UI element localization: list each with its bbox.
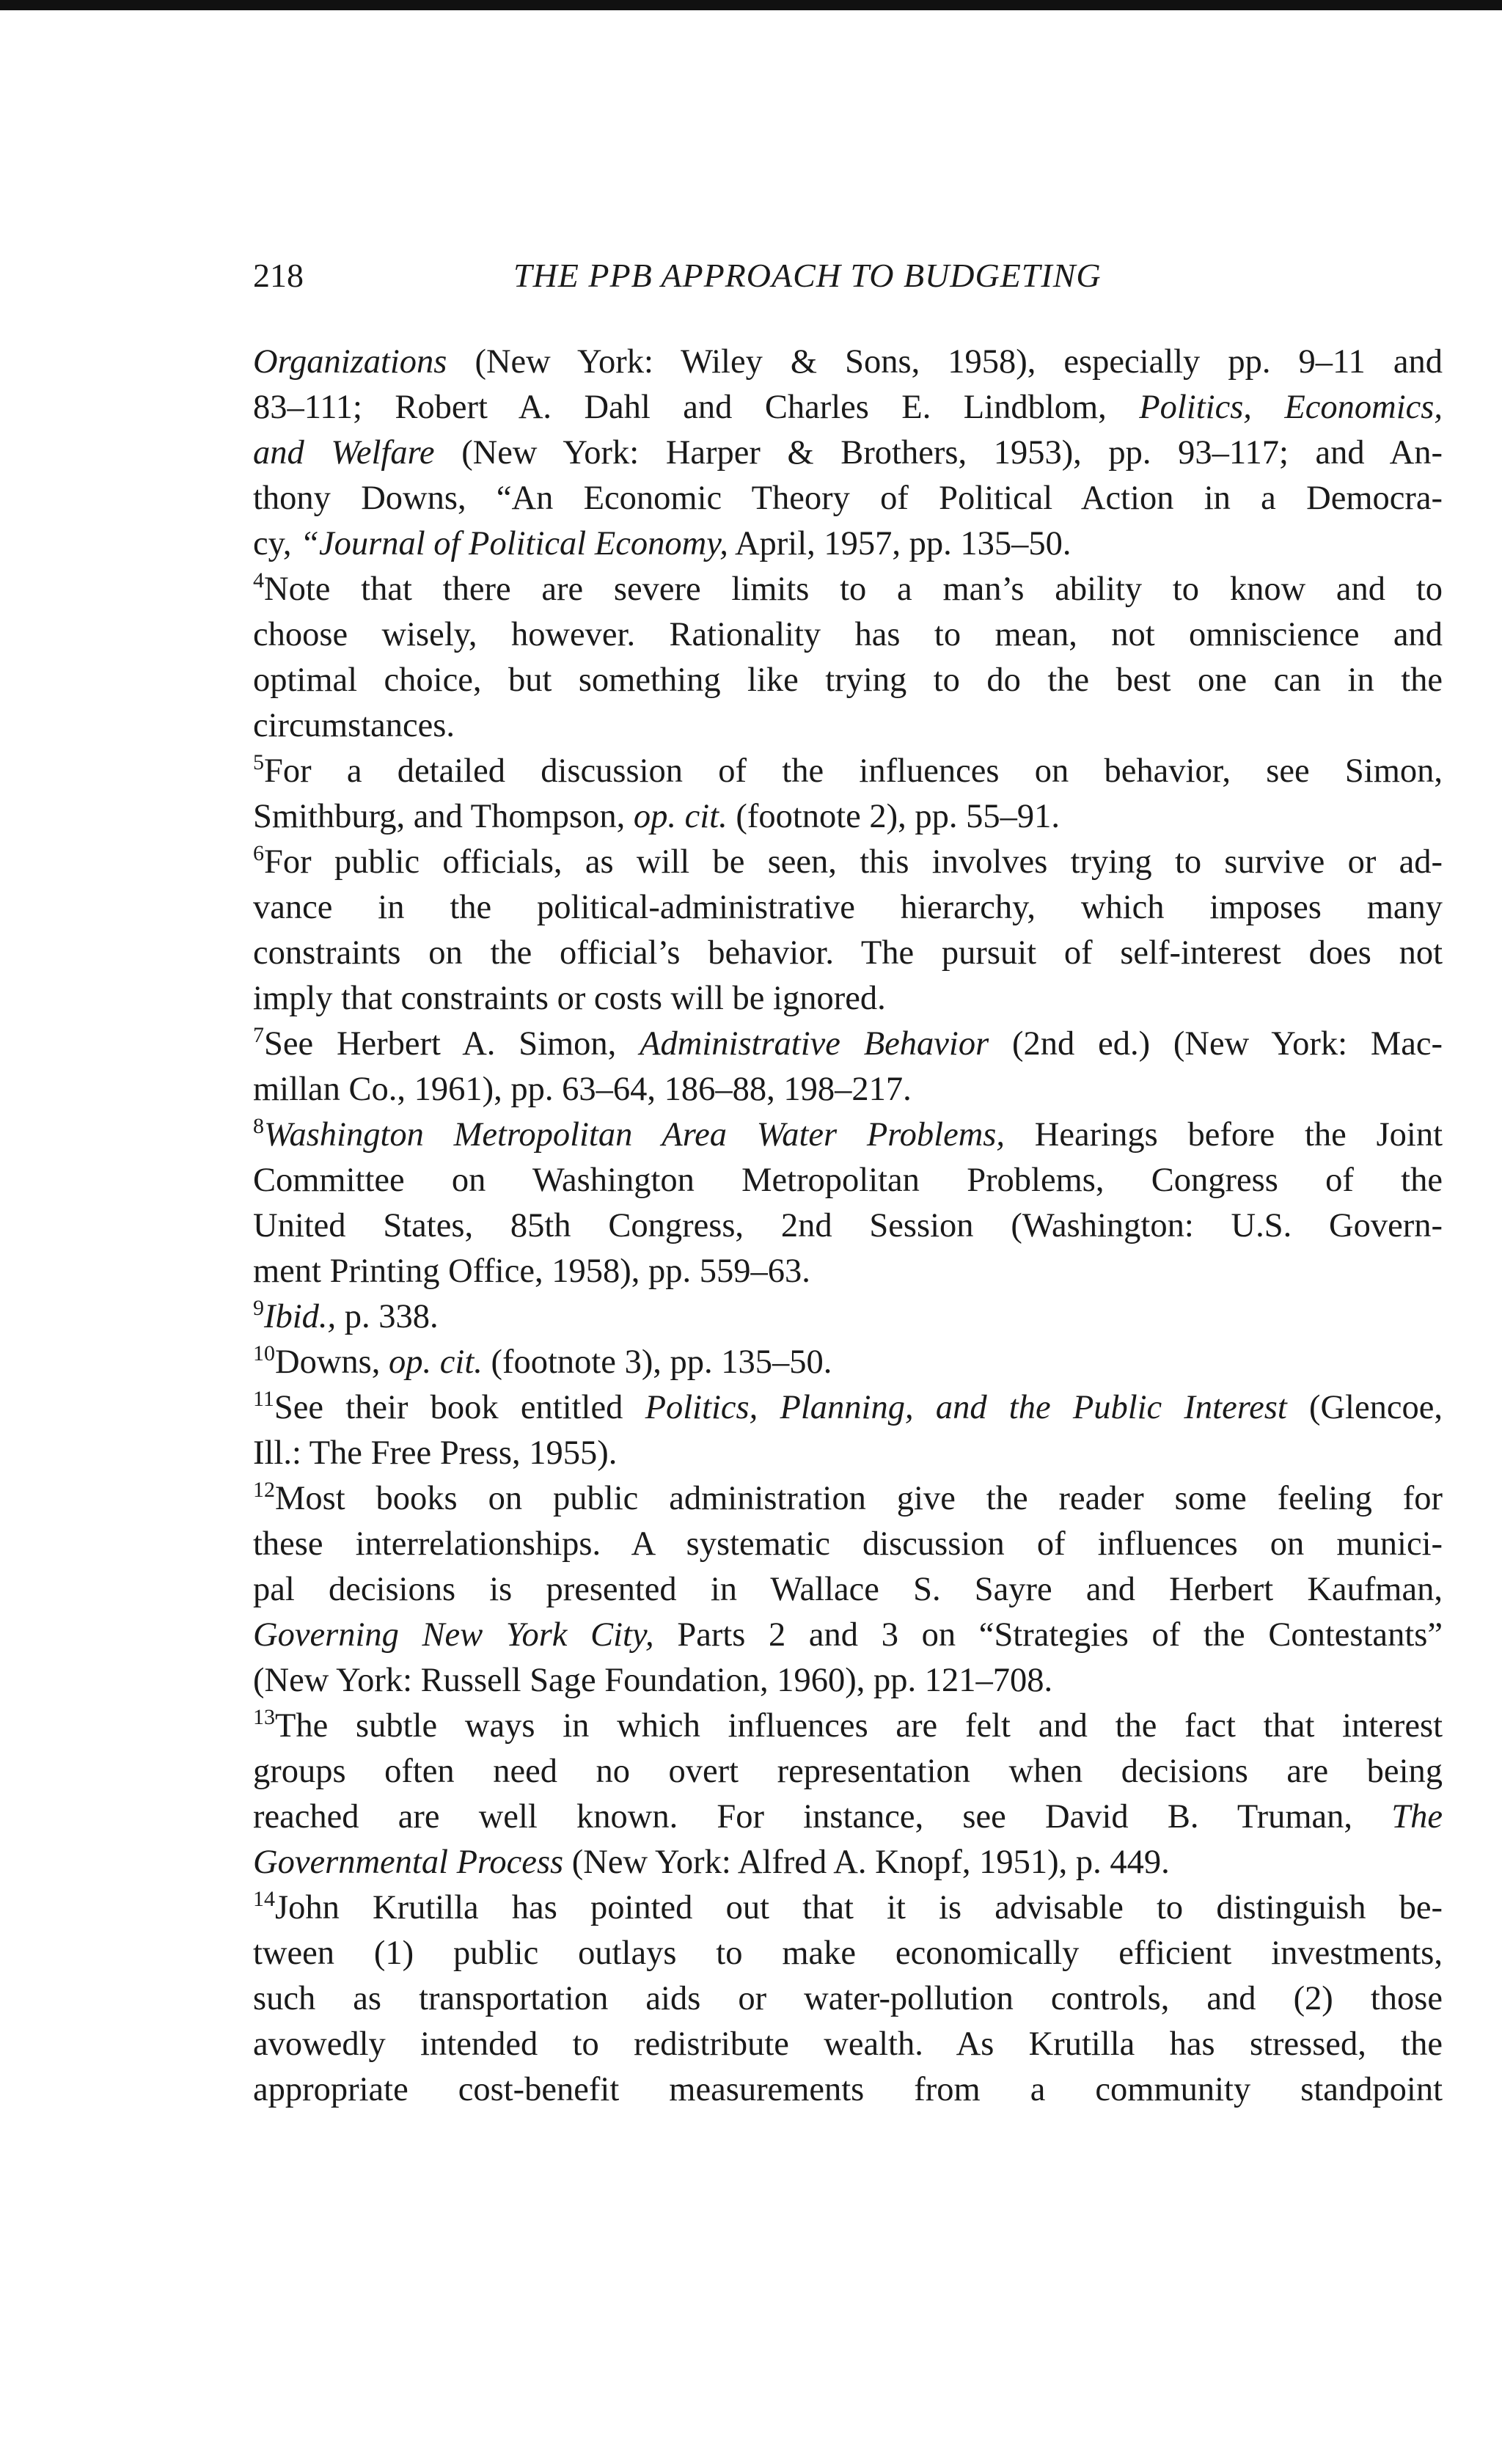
note-text: (New York: Wiley & Sons, 1958), especially pp. 9–11 and xyxy=(447,343,1443,381)
abbreviation: Ibid., xyxy=(264,1298,337,1335)
footnote-number: 6 xyxy=(253,841,264,865)
book-title: Administrative Behavior xyxy=(640,1025,989,1063)
note-line xyxy=(253,1794,1443,1840)
note-text: Note that there are severe limits to a man’s ability to know and to xyxy=(264,571,1443,608)
note-text: (New York: Harper & Brothers, 1953), pp. 93–117; and An- xyxy=(434,434,1443,472)
note-line xyxy=(253,1613,1443,1658)
note-line xyxy=(253,1158,1443,1203)
note-text: pal decisions is presented in Wallace S. Sayre and Herbert Kaufman, xyxy=(253,1571,1443,1608)
note-line xyxy=(253,1885,1443,1931)
note-text: See Herbert A. Simon, xyxy=(264,1025,640,1063)
note-text: such as transportation aids or water-pollution controls, and (2) those xyxy=(253,1980,1443,2017)
footnote-7 xyxy=(253,1022,1443,1112)
note-line xyxy=(253,885,1443,931)
note-line xyxy=(253,567,1443,612)
note-line xyxy=(253,2067,1443,2113)
footnote-10 xyxy=(253,1340,1443,1385)
note-line xyxy=(253,1249,1443,1294)
note-line xyxy=(253,430,1443,476)
book-title: Politics, Economics, xyxy=(1139,389,1443,426)
page-number: 218 xyxy=(253,257,304,294)
footnote-number: 5 xyxy=(253,750,264,774)
footnote-number: 7 xyxy=(253,1023,264,1047)
note-text: choose wisely, however. Rationality has to mean, not omniscience and xyxy=(253,616,1443,653)
note-text: these interrelationships. A systematic discussion of influences on munici- xyxy=(253,1525,1443,1563)
note-text: Smithburg, and Thompson, xyxy=(253,798,634,835)
note-line xyxy=(253,931,1443,976)
note-line xyxy=(253,476,1443,521)
footnote-14 xyxy=(253,1885,1443,2113)
note-text: The subtle ways in which influences are felt and the fact that interest xyxy=(275,1707,1443,1745)
book-title: and Welfare xyxy=(253,434,435,472)
note-text: Parts 2 and 3 on “Strategies of the Contestants” xyxy=(653,1616,1443,1654)
book-title: Governmental Process xyxy=(253,1844,564,1881)
note-text: (footnote 2), pp. 55–91. xyxy=(727,798,1060,835)
note-line xyxy=(253,1658,1443,1704)
note-text: Most books on public administration give the reader some feeling for xyxy=(275,1480,1443,1517)
note-text: reached are well known. For instance, see David B. Truman, xyxy=(253,1798,1392,1836)
note-line xyxy=(253,1567,1443,1613)
footnote-4 xyxy=(253,567,1443,749)
note-line xyxy=(253,1749,1443,1794)
footnote-3-continued xyxy=(253,340,1443,567)
note-text: cy, xyxy=(253,525,301,562)
note-text: circumstances. xyxy=(253,707,455,744)
note-text: (Glencoe, xyxy=(1286,1389,1443,1426)
note-text: groups often need no overt representation when decisions are being xyxy=(253,1753,1443,1790)
note-line xyxy=(253,794,1443,840)
running-title: THE PPB APPROACH TO BUDGETING xyxy=(513,257,1102,294)
footnote-9 xyxy=(253,1294,1443,1340)
note-line xyxy=(253,1385,1443,1431)
note-text: For a detailed discussion of the influences on behavior, see Simon, xyxy=(264,752,1443,790)
note-line xyxy=(253,2022,1443,2067)
journal-title: “Journal of Political Economy, xyxy=(300,525,728,562)
note-line xyxy=(253,749,1443,794)
note-text: vance in the political-administrative hierarchy, which imposes many xyxy=(253,889,1443,926)
note-text: optimal choice, but something like trying to do the best one can in the xyxy=(253,661,1443,699)
note-line xyxy=(253,840,1443,885)
running-head xyxy=(253,254,1206,298)
note-line xyxy=(253,1704,1443,1749)
note-text: (footnote 3), pp. 135–50. xyxy=(482,1343,832,1381)
footnotes xyxy=(253,340,1443,2113)
note-line xyxy=(253,703,1443,749)
note-text: appropriate cost-benefit measurements from a community standpoint xyxy=(253,2071,1443,2108)
note-line xyxy=(253,1112,1443,1158)
book-title: Organizations xyxy=(253,343,447,381)
note-line xyxy=(253,385,1443,430)
note-text: See their book entitled xyxy=(274,1389,645,1426)
footnote-number: 4 xyxy=(253,568,264,593)
note-line xyxy=(253,1476,1443,1522)
note-text: ment Printing Office, 1958), pp. 559–63. xyxy=(253,1253,810,1290)
note-line xyxy=(253,1931,1443,1976)
note-text: (New York: Russell Sage Foundation, 1960), pp. 121–708. xyxy=(253,1662,1053,1699)
note-line xyxy=(253,521,1443,567)
note-line xyxy=(253,1022,1443,1067)
note-text: imply that constraints or costs will be ignored. xyxy=(253,980,886,1017)
note-text: constraints on the official’s behavior. The pursuit of self-interest does not xyxy=(253,934,1443,972)
note-text: thony Downs, “An Economic Theory of Political Action in a Democra- xyxy=(253,480,1443,517)
footnote-13 xyxy=(253,1704,1443,1885)
note-text: Hearings before the Joint xyxy=(1005,1116,1443,1154)
note-text: For public officials, as will be seen, this involves trying to survive or ad- xyxy=(264,843,1443,881)
footnote-number: 10 xyxy=(253,1341,275,1365)
footnote-number: 8 xyxy=(253,1114,264,1138)
note-line xyxy=(253,976,1443,1022)
note-text: (New York: Alfred A. Knopf, 1951), p. 449. xyxy=(563,1844,1170,1881)
footnote-12 xyxy=(253,1476,1443,1704)
note-text: Committee on Washington Metropolitan Problems, Congress of the xyxy=(253,1162,1443,1199)
note-line xyxy=(253,1340,1443,1385)
footnote-number: 9 xyxy=(253,1296,264,1320)
note-line xyxy=(253,1976,1443,2022)
note-text: (2nd ed.) (New York: Mac- xyxy=(989,1025,1443,1063)
footnote-11 xyxy=(253,1385,1443,1476)
note-text: April, 1957, pp. 135–50. xyxy=(728,525,1071,562)
note-text: John Krutilla has pointed out that it is advisable to distinguish be- xyxy=(275,1889,1443,1926)
footnote-number: 13 xyxy=(253,1705,275,1729)
note-text: tween (1) public outlays to make economically efficient investments, xyxy=(253,1935,1443,1972)
note-line xyxy=(253,340,1443,385)
top-border-rule xyxy=(0,0,1502,10)
note-line xyxy=(253,1431,1443,1476)
footnote-number: 12 xyxy=(253,1478,275,1502)
note-line xyxy=(253,1840,1443,1885)
footnote-8 xyxy=(253,1112,1443,1294)
note-text: p. 338. xyxy=(336,1298,439,1335)
abbreviation: op. cit. xyxy=(633,798,728,835)
abbreviation: op. cit. xyxy=(389,1343,483,1381)
footnote-5 xyxy=(253,749,1443,840)
note-text: millan Co., 1961), pp. 63–64, 186–88, 198–217. xyxy=(253,1071,912,1108)
note-text: 83–111; Robert A. Dahl and Charles E. Lindblom, xyxy=(253,389,1140,426)
book-title: Politics, Planning, and the Public Interest xyxy=(645,1389,1287,1426)
footnote-6 xyxy=(253,840,1443,1022)
book-title: Governing New York City, xyxy=(253,1616,654,1654)
note-line xyxy=(253,1294,1443,1340)
note-text: Ill.: The Free Press, 1955). xyxy=(253,1434,618,1472)
note-line xyxy=(253,1203,1443,1249)
note-line xyxy=(253,612,1443,658)
report-title: Washington Metropolitan Area Water Problems, xyxy=(264,1116,1005,1154)
note-text: avowedly intended to redistribute wealth. As Krutilla has stressed, the xyxy=(253,2025,1443,2063)
note-line xyxy=(253,1067,1443,1112)
book-title: The xyxy=(1391,1798,1443,1836)
note-line xyxy=(253,1522,1443,1567)
note-line xyxy=(253,658,1443,703)
footnote-number: 11 xyxy=(253,1387,274,1411)
note-text: United States, 85th Congress, 2nd Session (Washington: U.S. Govern- xyxy=(253,1207,1443,1244)
note-text: Downs, xyxy=(275,1343,389,1381)
footnote-number: 14 xyxy=(253,1887,275,1911)
